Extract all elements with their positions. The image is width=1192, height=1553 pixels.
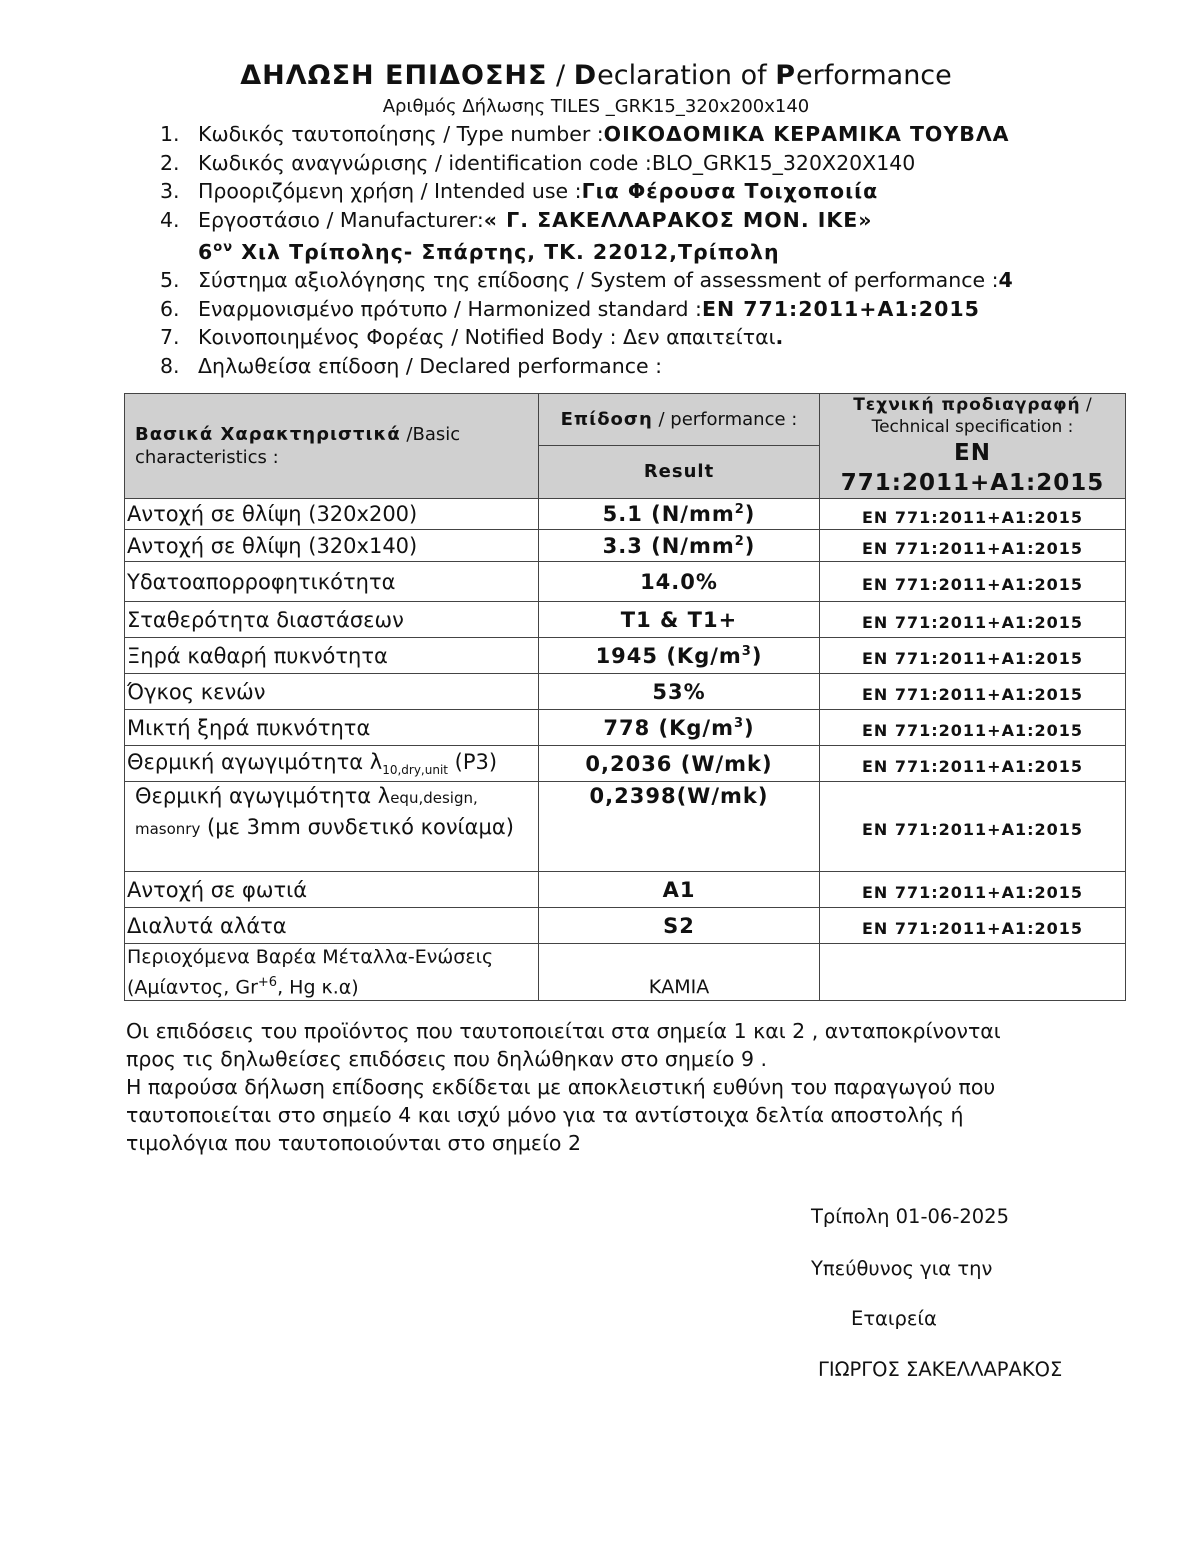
declaration-statement [126,1017,1086,1157]
responsible-label: Υπεύθυνος για την [811,1257,993,1280]
characteristic-cell: Ξηρά καθαρή πυκνότητα [125,638,539,674]
characteristic-cell: Αντοχή σε θλίψη (320x200) [125,499,539,530]
statement-line: τιμολόγια που ταυτοποιούνται στο σημείο 2 [126,1131,582,1155]
spec-cell: EN 771:2011+A1:2015 [820,530,1126,562]
company-label: Εταιρεία [851,1307,937,1330]
characteristic-cell: Περιοχόμενα Βαρέα Μέταλλα-Ενώσεις (Αμίαντος, $Gr^{+6}$, Hg κ.α) [125,944,539,1001]
table-row [125,499,1126,530]
statement-line: Η παρούσα δήλωση επίδοσης εκδίδεται με αποκλειστική ευθύνη του παραγωγού που [126,1075,996,1099]
item-type-number: 1. Κωδικός ταυτοποίησης / Type number : ΟΙΚΟΔΟΜΙΚΑ ΚΕΡΑΜΙΚΑ ΤΟΥΒΛΑ [160,122,1010,146]
characteristic-cell: Αντοχή σε θλίψη (320x140) [125,530,539,562]
table-row [125,530,1126,562]
characteristic-cell: Όγκος κενών [125,674,539,710]
spec-cell: EN 771:2011+A1:2015 [820,872,1126,908]
item-manufacturer: 4. Εργοστάσιο / Manufacturer: « Γ. ΣΑΚΕΛΛΑΡΑΚΟΣ ΜΟΝ. ΙΚΕ» [160,207,873,232]
result-cell: A1 [539,872,820,908]
spec-cell [820,944,1126,1001]
statement-line: ταυτοποιείται στο σημείο 4 και ισχύ μόνο για τα αντίστοιχα δελτία αποστολής ή [126,1103,964,1127]
item-notified-body: 7. Κοινοποιημένος Φορέας / Notified Body : Δεν απαιτείται . [160,325,785,350]
item-declared-performance: 8. Δηλωθείσα επίδοση / Declared performance : [160,353,663,378]
spec-cell: EN 771:2011+A1:2015 [820,782,1126,872]
table-row [125,562,1126,602]
header-basic-characteristics: Βασικά Χαρακτηριστικά /Basic characteristics : [125,394,539,499]
statement-line: Οι επιδόσεις του προϊόντος που ταυτοποιείται στα σημεία 1 και 2 , ανταποκρίνονται [126,1019,1001,1043]
page-title: ΔΗΛΩΣΗ ΕΠΙΔΟΣΗΣ / Declaration of Performance [240,60,952,91]
item-assessment-system: 5. Σύστημα αξιολόγησης της επίδοσης / System of assessment of performance : 4 [160,268,1014,293]
result-cell: 0,2398(W/mk) [539,782,820,872]
place-date: Τρίπολη 01-06-2025 [811,1205,1009,1228]
result-cell: 0,2036 (W/mk) [539,746,820,782]
item-harmonized-standard: 6. Εναρμονισμένο πρότυπο / Harmonized standard : EN 771:2011+A1:2015 [160,296,980,321]
declaration-number: Αριθμός Δήλωσης TILES _GRK15_320x200x140 [382,96,810,117]
table-row [125,944,1126,1001]
characteristic-cell: Σταθερότητα διαστάσεων [125,602,539,638]
result-cell: 3.3 $(N/mm^2)$ [539,530,820,562]
table-row [125,602,1126,638]
table-row [125,674,1126,710]
spec-cell: EN 771:2011+A1:2015 [820,908,1126,944]
header-technical-specification: Τεχνική προδιαγραφή / Technical specification : EN 771:2011+A1:2015 [820,394,1126,499]
table-row [125,638,1126,674]
manufacturer-address: $6^{o\nu}$ Χιλ Τρίπολης- Σπάρτης, ΤΚ. 22012,Τρίπολη [198,239,780,264]
item-identification-code: 2. Κωδικός αναγνώρισης / identification code : BLO_GRK15_320X20X140 [160,150,916,175]
statement-line: προς τις δηλωθείσες επιδόσεις που δηλώθηκαν στο σημείο 9 . [126,1047,768,1071]
table-row [125,872,1126,908]
spec-cell: EN 771:2011+A1:2015 [820,562,1126,602]
performance-table [124,393,1126,1001]
signatory-name: ΓΙΩΡΓΟΣ ΣΑΚΕΛΛΑΡΑΚΟΣ [818,1358,1063,1381]
characteristic-cell: Θερμική αγωγιμότητα $\lambda_{10,dry,unit}$ (P3) [125,746,539,782]
table-row [125,908,1126,944]
result-cell: T1 & T1+ [539,602,820,638]
spec-cell: EN 771:2011+A1:2015 [820,602,1126,638]
characteristic-cell: Αντοχή σε φωτιά [125,872,539,908]
characteristic-cell: Υδατοαπορροφητικότητα [125,562,539,602]
characteristic-cell: Θερμική αγωγιμότητα λequ,design, masonry (με 3mm συνδετικό κονίαμα) [125,782,539,872]
table-row [125,710,1126,746]
spec-cell: EN 771:2011+A1:2015 [820,499,1126,530]
result-cell: 53% [539,674,820,710]
result-cell: 778 $(Kg/m^3)$ [539,710,820,746]
result-cell: 1945 $(Kg/m^3)$ [539,638,820,674]
header-performance: Επίδοση / performance : [539,394,820,446]
result-cell: 14.0% [539,562,820,602]
spec-cell: EN 771:2011+A1:2015 [820,674,1126,710]
spec-cell: EN 771:2011+A1:2015 [820,746,1126,782]
declaration-items [160,120,1160,380]
header-result: Result [539,445,820,498]
item-intended-use: 3. Προοριζόμενη χρήση / Intended use : Για Φέρουσα Τοιχοποιία [160,179,879,203]
characteristic-cell: Διαλυτά αλάτα [125,908,539,944]
spec-cell: EN 771:2011+A1:2015 [820,710,1126,746]
result-cell: 5.1 $(N/mm^2)$ [539,499,820,530]
result-cell: S2 [539,908,820,944]
result-cell: ΚΑΜΙΑ [539,944,820,1001]
table-row [125,782,1126,872]
spec-cell: EN 771:2011+A1:2015 [820,638,1126,674]
table-row [125,746,1126,782]
characteristic-cell: Μικτή ξηρά πυκνότητα [125,710,539,746]
